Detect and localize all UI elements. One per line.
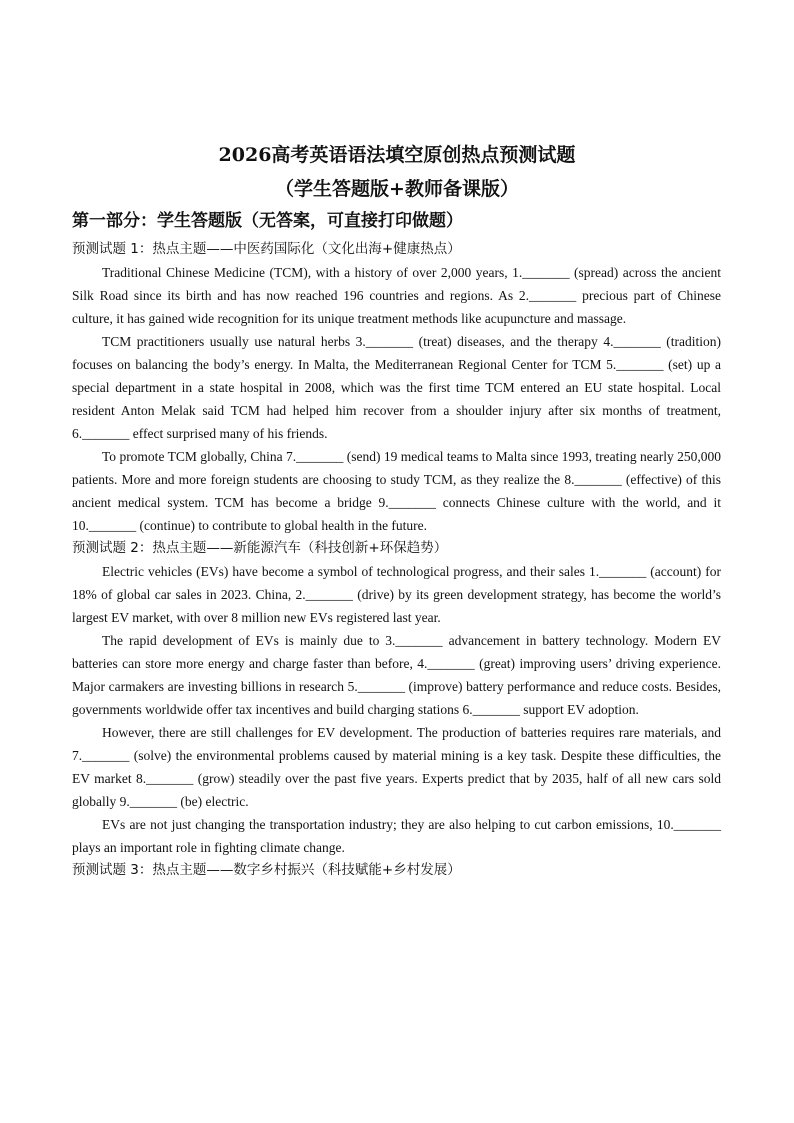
paragraph: EVs are not just changing the transportation industry; they are also helping to cut carbon emissions, 10._______ plays an important role in fighting climate change. <box>72 817 721 855</box>
paragraph: The rapid development of EVs is mainly due to 3._______ advancement in battery technology. Modern EV batteries can store more energy and charge faster than before, 4._______ (great) improving users’ driving experience. Major carmakers are investing billions in research 5._______ (improve) battery performance and reduce costs. Besides, governments worldwide offer tax incentives and build charging stations 6._______ support EV adoption. <box>72 633 721 717</box>
section-title: 预测试题 2：热点主题——新能源汽车（科技创新+环保趋势） <box>72 540 448 556</box>
section-title: 预测试题 1：热点主题——中医药国际化（文化出海+健康热点） <box>72 241 461 257</box>
document-subtitle: （学生答题版+教师备课版） <box>275 178 519 200</box>
paragraph: TCM practitioners usually use natural herbs 3._______ (treat) diseases, and the therapy 4._______ (tradition) focuses on balancing the body’s energy. In Malta, the Mediterranean Regional Center for TCM 5._______ (set) up a special department in a state hospital in 2008, which was the first time TCM entered an EU state hospital. Local resident Anton Melak said TCM had helped him recover from a shoulder injury after six months of treatment, 6._______ effect surprised many of his friends. <box>72 334 721 441</box>
section-title: 预测试题 3：热点主题——数字乡村振兴（科技赋能+乡村发展） <box>72 862 461 878</box>
paragraph: Traditional Chinese Medicine (TCM), with a history of over 2,000 years, 1._______ (spread) across the ancient Silk Road since its birth and has now reached 196 countries and regions. As 2._______ precious part of Chinese culture, it has gained wide recognition for its unique treatment methods like acupuncture and massage. <box>72 265 721 326</box>
document-body <box>72 238 721 882</box>
paragraph: However, there are still challenges for EV development. The production of batteries requires rare materials, and 7._______ (solve) the environmental problems caused by material mining is a key task. Despite these difficulties, the EV market 8._______ (grow) steadily over the past five years. Experts predict that by 2035, half of all new cars sold globally 9._______ (be) electric. <box>72 725 721 809</box>
part-heading: 第一部分：学生答题版（无答案，可直接打印做题） <box>72 211 463 231</box>
paragraph: To promote TCM globally, China 7._______ (send) 19 medical teams to Malta since 1993, treating nearly 250,000 patients. More and more foreign students are choosing to study TCM, as they realize the 8._______ (effective) of this ancient medical system. TCM has become a bridge 9._______ connects Chinese culture with the world, and it 10._______ (continue) to contribute to global health in the future. <box>72 449 721 533</box>
document-title: 2026高考英语语法填空原创热点预测试题 <box>218 144 576 166</box>
paragraph: Electric vehicles (EVs) have become a symbol of technological progress, and their sales 1._______ (account) for 18% of global car sales in 2023. China, 2._______ (drive) by its green development strategy, has become the world’s largest EV market, with over 8 million new EVs registered last year. <box>72 564 721 625</box>
